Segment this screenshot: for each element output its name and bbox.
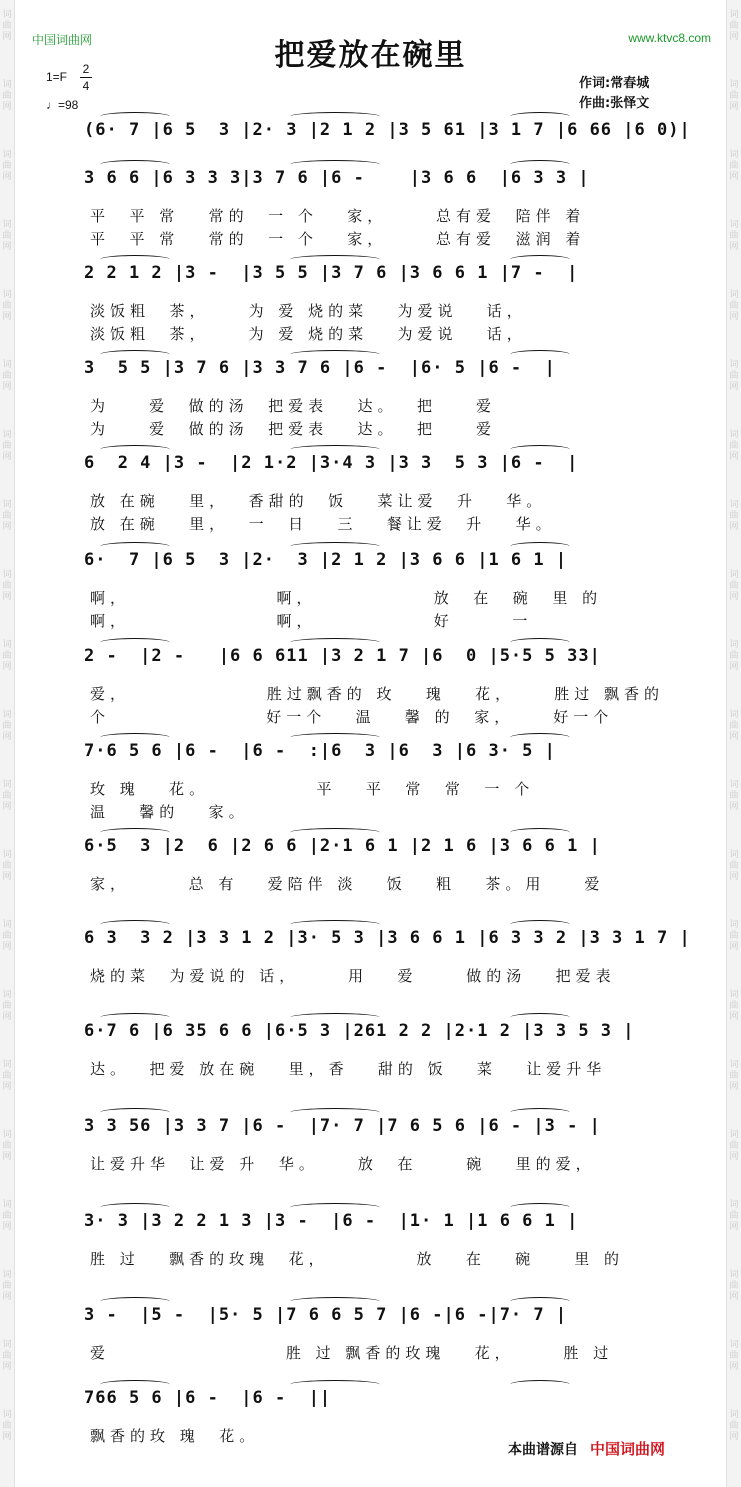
source-prefix: 本曲谱源自 — [508, 1442, 578, 1458]
slur-mark — [510, 1108, 570, 1117]
lyric-line: 平 平 常 常的 一 个 家， 总有爱 陪伴 着 — [90, 207, 586, 225]
slur-mark — [100, 160, 170, 169]
slur-mark — [100, 112, 170, 121]
slur-mark — [510, 350, 570, 359]
slur-mark — [100, 733, 170, 742]
notes-line: 6 3 3 2 |3 3 1 2 |3· 5 3 |3 6 6 1 |6 3 3 2 |3 3 1 7 | — [84, 928, 691, 948]
watermark-text: 词 曲 网 — [2, 290, 12, 322]
slur-mark — [510, 828, 570, 837]
watermark-text: 词 曲 网 — [729, 780, 739, 812]
source-credit — [508, 1438, 665, 1459]
notes-line: 2 2 1 2 |3 - |3 5 5 |3 7 6 |3 6 6 1 |7 - | — [84, 263, 579, 283]
watermark-text: 词 曲 网 — [729, 360, 739, 392]
notes-line: 3 6 6 |6 3 3 3|3 7 6 |6 - |3 6 6 |6 3 3 | — [84, 168, 590, 188]
lyric-line: 为 爱 做的汤 把爱表 达。 把 爱 — [90, 397, 497, 415]
slur-mark — [510, 160, 570, 169]
slur-mark — [290, 1380, 380, 1389]
lyric-line: 啊， 啊， 好 一 — [90, 612, 533, 630]
notes-line: 6·7 6 |6 35 6 6 |6·5 3 |261 2 2 |2·1 2 |3 3 5 3 | — [84, 1021, 635, 1041]
watermark-text: 词 曲 网 — [729, 920, 739, 952]
watermark-text: 词 曲 网 — [2, 640, 12, 672]
slur-mark — [100, 1380, 170, 1389]
watermark-text: 词 曲 网 — [2, 430, 12, 462]
score-row — [40, 828, 699, 893]
slur-mark — [100, 350, 170, 359]
watermark-text: 词 曲 网 — [2, 360, 12, 392]
lyric-line: 让爱升华 让爱 升 华。 放 在 碗 里的爱， — [90, 1155, 596, 1173]
slur-mark — [100, 445, 170, 454]
watermark-text: 词 曲 网 — [729, 500, 739, 532]
source-brand: 中国词曲网 — [590, 1440, 666, 1458]
score-row — [40, 255, 699, 343]
lyric-line: 啊， 啊， 放 在 碗 里 的 — [90, 589, 603, 607]
site-name-label: 中国词曲网 — [32, 33, 93, 47]
slur-mark — [100, 1108, 170, 1117]
watermark-text: 词 曲 网 — [2, 80, 12, 112]
slur-mark — [290, 350, 380, 359]
lyric-line: 胜 过 飘香的玫瑰 花， 放 在 碗 里 的 — [90, 1250, 624, 1268]
lyric-line: 达。 把爱 放在碗 里，香 甜的 饭 菜 让爱升华 — [90, 1060, 607, 1078]
slur-mark — [290, 1297, 380, 1306]
watermark-text: 词 曲 网 — [729, 10, 739, 42]
watermark-text: 词 曲 网 — [729, 990, 739, 1022]
slur-mark — [290, 1108, 380, 1117]
slur-mark — [510, 1203, 570, 1212]
lyric-line: 爱， 胜过飘香的 玫 瑰 花， 胜过 飘香的 — [90, 685, 664, 703]
slur-mark — [100, 542, 170, 551]
watermark-text: 词 曲 网 — [729, 1130, 739, 1162]
watermark-text: 词 曲 网 — [729, 150, 739, 182]
watermark-text: 词 曲 网 — [2, 1130, 12, 1162]
watermark-text: 词 曲 网 — [729, 80, 739, 112]
score-row — [40, 1297, 699, 1362]
watermark-text: 词 曲 网 — [2, 10, 12, 42]
score-row — [40, 920, 699, 985]
watermark-text: 词 曲 网 — [2, 1340, 12, 1372]
lyricist-credit: 作词:常春城 — [579, 76, 650, 91]
slur-mark — [290, 1013, 380, 1022]
slur-mark — [510, 112, 570, 121]
score-row — [40, 1013, 699, 1078]
watermark-text: 词 曲 网 — [729, 430, 739, 462]
watermark-text: 词 曲 网 — [2, 710, 12, 742]
slur-mark — [290, 445, 380, 454]
meter-line — [80, 77, 92, 78]
watermark-text: 词 曲 网 — [2, 990, 12, 1022]
slur-mark — [290, 638, 380, 647]
watermark-text: 词 曲 网 — [2, 570, 12, 602]
left-watermark-strip — [0, 0, 15, 1487]
score-row — [40, 160, 699, 248]
lyric-line: 淡饭粗 茶， 为 爱 烧的菜 为爱说 话， — [90, 302, 527, 320]
watermark-text: 词 曲 网 — [2, 920, 12, 952]
score-row — [40, 350, 699, 438]
notes-line: 6· 7 |6 5 3 |2· 3 |2 1 2 |3 6 6 |1 6 1 | — [84, 550, 568, 570]
watermark-text: 词 曲 网 — [729, 570, 739, 602]
notes-line: 766 5 6 |6 - |6 - || — [84, 1388, 332, 1408]
watermark-text: 词 曲 网 — [729, 710, 739, 742]
composer-credit: 作曲:张怿文 — [579, 96, 650, 111]
notes-line: 3 5 5 |3 7 6 |3 3 7 6 |6 - |6· 5 |6 - | — [84, 358, 556, 378]
watermark-text: 词 曲 网 — [729, 1060, 739, 1092]
notes-line: 6 2 4 |3 - |2 1·2 |3·4 3 |3 3 5 3 |6 - | — [84, 453, 579, 473]
notes-line: 3 3 56 |3 3 7 |6 - |7· 7 |7 6 5 6 |6 - |3 - | — [84, 1116, 601, 1136]
meter-top: 2 — [82, 62, 90, 76]
slur-mark — [510, 1297, 570, 1306]
lyric-line: 淡饭粗 茶， 为 爱 烧的菜 为爱说 话， — [90, 325, 527, 343]
lyric-line: 爱 胜 过 飘香的玫瑰 花， 胜 过 — [90, 1344, 614, 1362]
score-row — [40, 1203, 699, 1268]
slur-mark — [510, 542, 570, 551]
lyric-line: 为 爱 做的汤 把爱表 达。 把 爱 — [90, 420, 497, 438]
site-url-label: www.ktvc8.com — [628, 31, 711, 45]
lyric-line: 放 在碗 里， 一 日 三 餐让爱 升 华。 — [90, 515, 556, 533]
watermark-text: 词 曲 网 — [729, 1200, 739, 1232]
slur-mark — [510, 638, 570, 647]
notes-line: 7·6 5 6 |6 - |6 - :|6 3 |6 3 |6 3· 5 | — [84, 741, 556, 761]
slur-mark — [100, 1203, 170, 1212]
lyric-line: 烧的菜 为爱说的 话， 用 爱 做的汤 把爱表 — [90, 967, 616, 985]
slur-mark — [290, 733, 380, 742]
slur-mark — [510, 445, 570, 454]
watermark-text: 词 曲 网 — [729, 1410, 739, 1442]
watermark-text: 词 曲 网 — [729, 1270, 739, 1302]
slur-mark — [290, 1203, 380, 1212]
right-watermark-strip — [726, 0, 741, 1487]
watermark-text: 词 曲 网 — [2, 850, 12, 882]
slur-mark — [510, 1013, 570, 1022]
watermark-text: 词 曲 网 — [2, 150, 12, 182]
slur-mark — [100, 255, 170, 264]
lyric-line: 平 平 常 常的 一 个 家， 总有爱 滋润 着 — [90, 230, 586, 248]
notes-line: 2 - |2 - |6 6 611 |3 2 1 7 |6 0 |5·5 5 33| — [84, 646, 601, 666]
lyric-line: 个 好一个 温 馨 的 家， 好一个 — [90, 708, 614, 726]
slur-mark — [290, 255, 380, 264]
score-row — [40, 542, 699, 630]
watermark-text: 词 曲 网 — [729, 220, 739, 252]
watermark-text: 词 曲 网 — [2, 500, 12, 532]
lyric-line: 温 馨的 家。 — [90, 803, 249, 821]
lyric-line: 放 在碗 里， 香甜的 饭 菜让爱 升 华。 — [90, 492, 547, 510]
key-signature: 1=F — [46, 70, 68, 84]
notes-line: 3· 3 |3 2 2 1 3 |3 - |6 - |1· 1 |1 6 6 1 | — [84, 1211, 579, 1231]
lyric-line: 玫 瑰 花。 平 平 常 常 一 个 — [90, 780, 535, 798]
slur-mark — [510, 1380, 570, 1389]
score-row — [40, 445, 699, 533]
score-row — [40, 112, 699, 152]
watermark-text: 词 曲 网 — [2, 1200, 12, 1232]
slur-mark — [290, 160, 380, 169]
lyric-line: 飘香的玫 瑰 花。 — [90, 1427, 260, 1445]
tempo-mark: ♩=98 — [46, 98, 79, 112]
watermark-text: 词 曲 网 — [2, 220, 12, 252]
score-row — [40, 638, 699, 726]
watermark-text: 词 曲 网 — [729, 640, 739, 672]
watermark-text: 词 曲 网 — [2, 780, 12, 812]
slur-mark — [510, 255, 570, 264]
slur-mark — [100, 1297, 170, 1306]
score-row — [40, 1380, 699, 1445]
slur-mark — [100, 638, 170, 647]
watermark-text: 词 曲 网 — [2, 1270, 12, 1302]
slur-mark — [290, 542, 380, 551]
slur-mark — [510, 920, 570, 929]
song-title: 把爱放在碗里 — [274, 38, 467, 73]
time-signature — [80, 62, 92, 93]
watermark-text: 词 曲 网 — [729, 290, 739, 322]
watermark-text: 词 曲 网 — [2, 1060, 12, 1092]
score-row — [40, 1108, 699, 1173]
slur-mark — [100, 920, 170, 929]
score-row — [40, 733, 699, 821]
slur-mark — [510, 733, 570, 742]
watermark-text: 词 曲 网 — [729, 1340, 739, 1372]
slur-mark — [290, 920, 380, 929]
notes-line: 6·5 3 |2 6 |2 6 6 |2·1 6 1 |2 1 6 |3 6 6 1 | — [84, 836, 601, 856]
slur-mark — [100, 828, 170, 837]
watermark-text: 词 曲 网 — [2, 1410, 12, 1442]
lyric-line: 家， 总 有 爱陪伴 淡 饭 粗 茶。用 爱 — [90, 875, 605, 893]
meter-bottom: 4 — [82, 79, 90, 93]
slur-mark — [100, 1013, 170, 1022]
watermark-text: 词 曲 网 — [729, 850, 739, 882]
notes-line: (6· 7 |6 5 3 |2· 3 |2 1 2 |3 5 61 |3 1 7 |6 66 |6 0)| — [84, 120, 691, 140]
notes-line: 3 - |5 - |5· 5 |7 6 6 5 7 |6 -|6 -|7· 7 | — [84, 1305, 568, 1325]
slur-mark — [290, 828, 380, 837]
slur-mark — [290, 112, 380, 121]
